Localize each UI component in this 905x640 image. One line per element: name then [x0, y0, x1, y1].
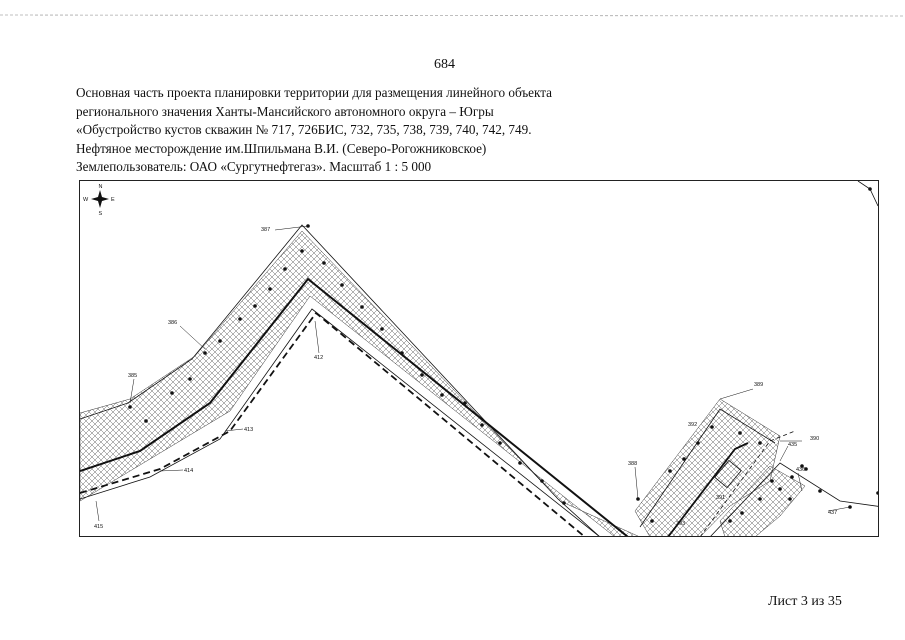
point-label-412: 412: [314, 355, 324, 361]
point-label-390: 390: [810, 436, 820, 442]
compass-s: S: [98, 211, 103, 217]
right-of-way-band: [80, 231, 640, 537]
point-label-391: 391: [716, 495, 726, 501]
map-drawing: [80, 181, 879, 537]
point-label-388: 388: [628, 461, 638, 467]
title-line-3: «Обустройство кустов скважин № 717, 726БИС, 732, 735, 738, 739, 740, 742, 749.: [76, 122, 532, 138]
compass-e: E: [111, 197, 115, 203]
title-line-2: регионального значения Ханты-Мансийского автономного округа – Югры: [76, 103, 494, 119]
point-label-437: 437: [828, 510, 838, 516]
scan-edge-line: [0, 12, 905, 18]
point-label-435: 435: [788, 442, 798, 448]
point-label-392: 392: [688, 422, 698, 428]
point-label-413: 413: [244, 427, 254, 433]
compass-n: N: [98, 184, 103, 190]
point-label-436: 436: [796, 467, 806, 473]
point-label-415: 415: [94, 524, 104, 530]
point-label-386: 386: [168, 320, 178, 326]
page-number: 684: [434, 57, 455, 72]
document-title: [76, 84, 676, 177]
point-label-393: 393: [676, 521, 686, 527]
title-line-4: Нефтяное месторождение им.Шпильмана В.И. (Северо-Рогожниковское): [76, 140, 487, 156]
point-label-389: 389: [754, 382, 764, 388]
planning-map: [79, 180, 879, 537]
point-label-414: 414: [184, 468, 194, 474]
point-label-385: 385: [128, 373, 138, 379]
compass-w: W: [83, 197, 89, 203]
northeast-line: [858, 181, 878, 206]
point-label-387: 387: [261, 227, 271, 233]
title-line-5: Землепользователь: ОАО «Сургутнефтегаз». Масштаб 1 : 5 000: [76, 159, 432, 175]
compass-rose-icon: [83, 184, 115, 217]
title-line-1: Основная часть проекта планировки территории для размещения линейного объекта: [76, 85, 553, 100]
sheet-number: Лист 3 из 35: [768, 594, 842, 609]
